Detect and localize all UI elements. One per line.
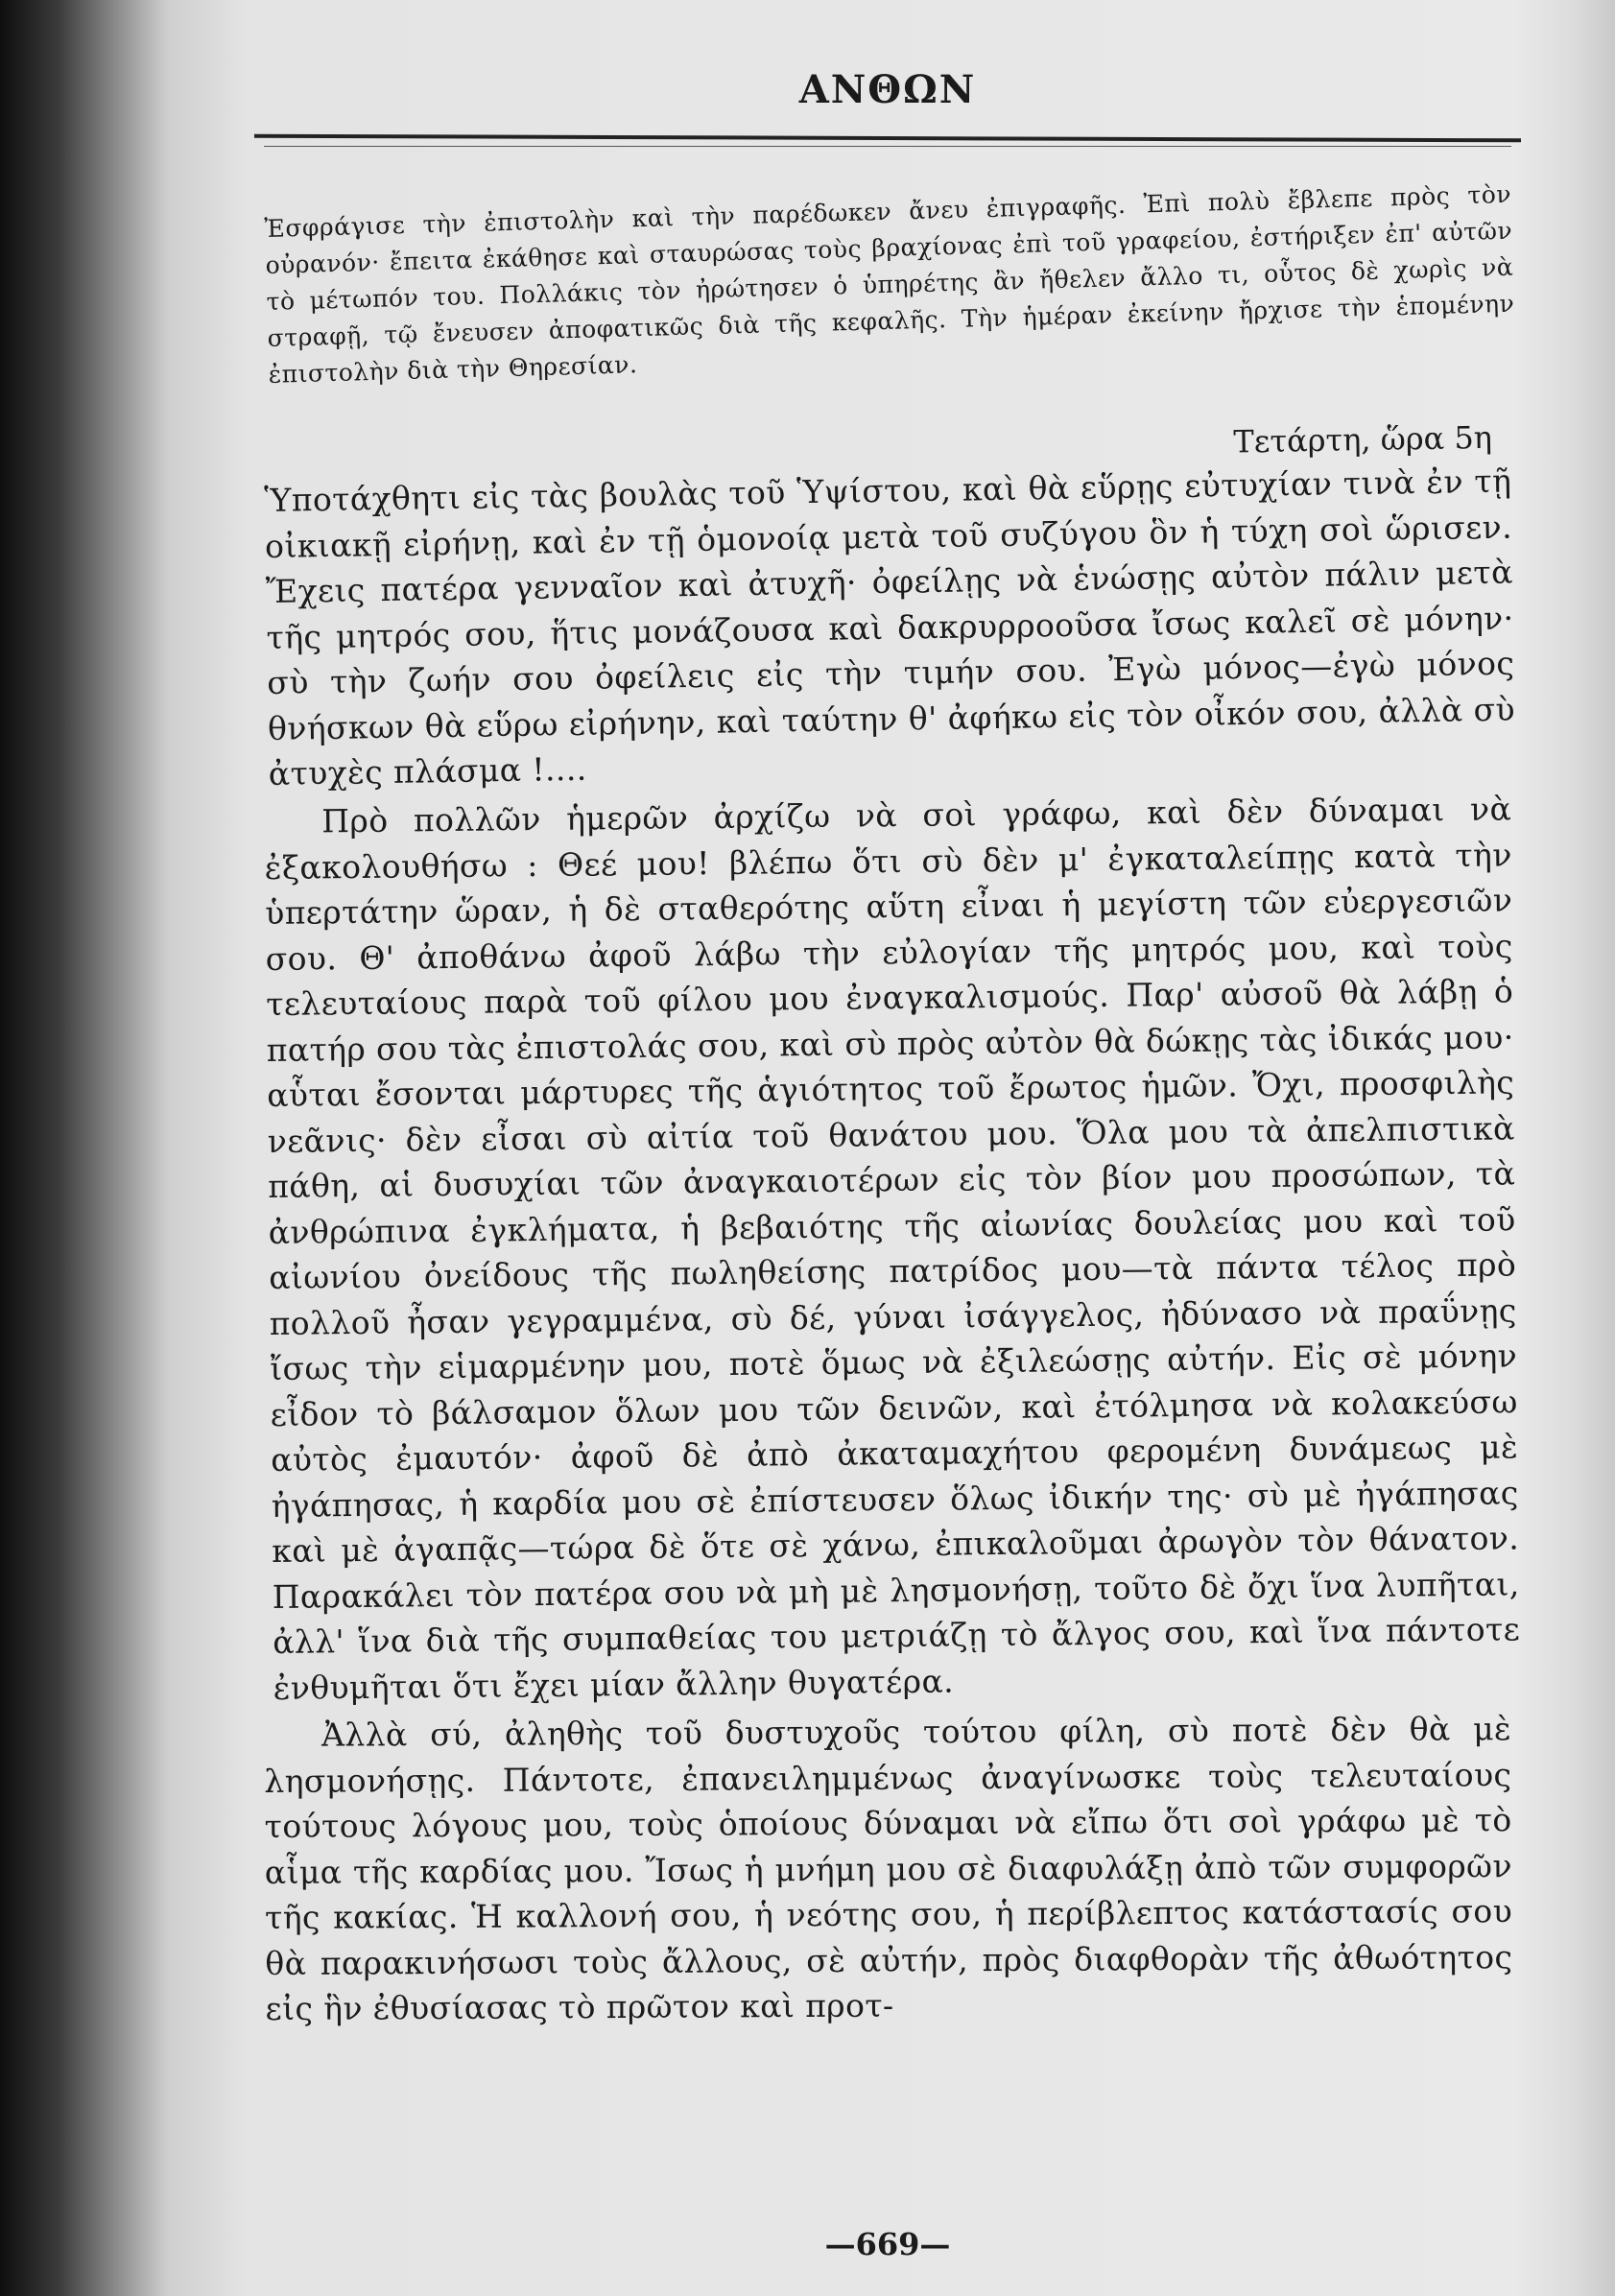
intro-paragraph: Ἐσφράγισε τὴν ἐπιστολὴν καὶ τὴν παρέδωκεν ἄνευ ἐπιγραφῆς. Ἐπὶ πολὺ ἔβλεπε πρὸς τὸν οὐρανόν· ἔπειτα ἐκάθησε καὶ σταυρώσας τοὺς βραχίονας ἐπὶ τοῦ γραφείου, ἐστήριξεν ἐπ' αὐτῶν τὸ μέτωπόν του. Πολλάκις τὸν ἠρώτησεν ὁ ὑπηρέτης ἂν ἤθελεν ἄλλο τι, οὗτος δὲ χωρὶς νὰ στραφῇ, τῷ ἔνευσεν ἀποφατικῶς διὰ τῆς κεφαλῆς. Τὴν ἡμέραν ἐκείνην ἤρχισε τὴν ἑπομένην ἐπιστολὴν διὰ τὴν Θηρεσίαν.: [264, 179, 1515, 389]
body-paragraph: Ὑποτάχθητι εἰς τὰς βουλὰς τοῦ Ὑψίστου, καὶ θὰ εὕρῃς εὐτυχίαν τινὰ ἐν τῇ οἰκιακῇ εἰρήνῃ, καὶ ἐν τῇ ὁμονοίᾳ μετὰ τοῦ συζύγου ὃν ἡ τύχη σοὶ ὥρισεν. Ἔχεις πατέρα γενναῖον καὶ ἀτυχῆ· ὀφείλῃς νὰ ἑνώσῃς αὐτὸν πάλιν μετὰ τῆς μητρός σου, ἥτις μονάζουσα καὶ δακρυρροοῦσα ἴσως καλεῖ σὲ μόνην· σὺ τὴν ζωήν σου ὀφείλεις εἰς τὴν τιμήν σου. Ἐγὼ μόνος—ἐγὼ μόνος θνήσκων θὰ εὕρω εἰρήνην, καὶ ταύτην θ' ἀφήκω εἰς τὸν οἶκόν σου, ἀλλὰ σὺ ἀτυχὲς πλάσμα !....: [264, 462, 1516, 793]
body-paragraph: Ἀλλὰ σύ, ἀληθὴς τοῦ δυστυχοῦς τούτου φίλη, σὺ ποτὲ δὲν θὰ μὲ λησμονήσῃς. Πάντοτε, ἐπανειλημμένως ἀναγίνωσκε τοὺς τελευταίους τούτους λόγους μου, τοὺς ὁποίους δύναμαι νὰ εἴπω ὅτι σοὶ γράφω μὲ τὸ αἷμα τῆς καρδίας μου. Ἴσως ἡ μνήμη μου σὲ διαφυλάξῃ ἀπὸ τῶν συμφορῶν τῆς κακίας. Ἡ καλλονή σου, ἡ νεότης σου, ἡ περίβλεπτος κατάστασίς σου θὰ παρακινήσωσι τοὺς ἄλλους, σὲ αὐτήν, πρὸς διαφθορὰν τῆς ἀθωότητος εἰς ἣν ἐθυσίασας τὸ πρῶτον καὶ προτ-: [264, 1709, 1513, 2027]
running-head: ΑΝΘΩΝ: [798, 67, 977, 112]
page-number: —669—: [824, 2226, 951, 2262]
header-rule-thin: [264, 146, 1511, 147]
body-paragraph: Πρὸ πολλῶν ἡμερῶν ἀρχίζω νὰ σοὶ γράφω, καὶ δὲν δύναμαι νὰ ἐξακολουθήσω : Θεέ μου! βλέπω ὅτι σὺ δὲν μ' ἐγκαταλείπῃς κατὰ τὴν ὑπερτάτην ὥραν, ἡ δὲ σταθερότης αὕτη εἶναι ἡ μεγίστη τῶν εὐεργεσιῶν σου. Θ' ἀποθάνω ἀφοῦ λάβω τὴν εὐλογίαν τῆς μητρός μου, καὶ τοὺς τελευταίους παρὰ τοῦ φίλου μου ἐναγκαλισμούς. Παρ' αὐσοῦ θὰ λάβῃ ὁ πατήρ σου τὰς ἐπιστολάς σου, καὶ σὺ πρὸς αὐτὸν θὰ δώκῃς τὰς ἰδικάς μου· αὗται ἔσονται μάρτυρες τῆς ἁγιότητος τοῦ ἔρωτος ἡμῶν. Ὄχι, προσφιλὴς νεᾶνις· δὲν εἶσαι σὺ αἰτία τοῦ θανάτου μου. Ὅλα μου τὰ ἀπελπιστικὰ πάθη, αἱ δυσυχίαι τῶν ἀναγκαιοτέρων εἰς τὸν βίον μου προσώπων, τὰ ἀνθρώπινα ἐγκλήματα, ἡ βεβαιότης τῆς αἰωνίας δουλείας μου καὶ τοῦ αἰωνίου ὀνείδους τῆς πωληθείσης πατρίδος μου—τὰ πάντα τέλος πρὸ πολλοῦ ἦσαν γεγραμμένα, σὺ δέ, γύναι ἰσάγγελος, ἠδύνασο νὰ πραΰνῃς ἴσως τὴν εἱμαρμένην μου, ποτὲ ὅμως νὰ ἐξιλεώσῃς αὐτήν. Εἰς σὲ μόνην εἶδον τὸ βάλσαμον ὅλων μου τῶν δεινῶν, καὶ ἐτόλμησα νὰ κολακεύσω αὐτὸς ἐμαυτόν· ἀφοῦ δὲ ἀπὸ ἀκαταμαχήτου φερομένη δυνάμεως μὲ ἠγάπησας, ἡ καρδία μου σὲ ἐπίστευσεν ὅλως ἰδικήν της· σὺ μὲ ἠγάπησας καὶ μὲ ἀγαπᾷς—τώρα δὲ ὅτε σὲ χάνω, ἐπικαλοῦμαι ἀρωγὸν τὸν θάνατον. Παρακάλει τὸν πατέρα σου νὰ μὴ μὲ λησμονήσῃ, τοῦτο δὲ ὄχι ἵνα λυπῆται, ἀλλ' ἵνα διὰ τῆς συμπαθείας του μετριάζῃ τὸ ἄλγος σου, καὶ ἵνα πάντοτε ἐνθυμῆται ὅτι ἔχει μίαν ἄλλην θυγατέρα.: [264, 789, 1521, 1706]
page-body: [264, 173, 1521, 2031]
book-page: [245, 58, 1531, 2274]
header-rule: [254, 134, 1521, 143]
letter-dateline: Τετάρτη, ὥρα 5η: [1233, 418, 1493, 461]
